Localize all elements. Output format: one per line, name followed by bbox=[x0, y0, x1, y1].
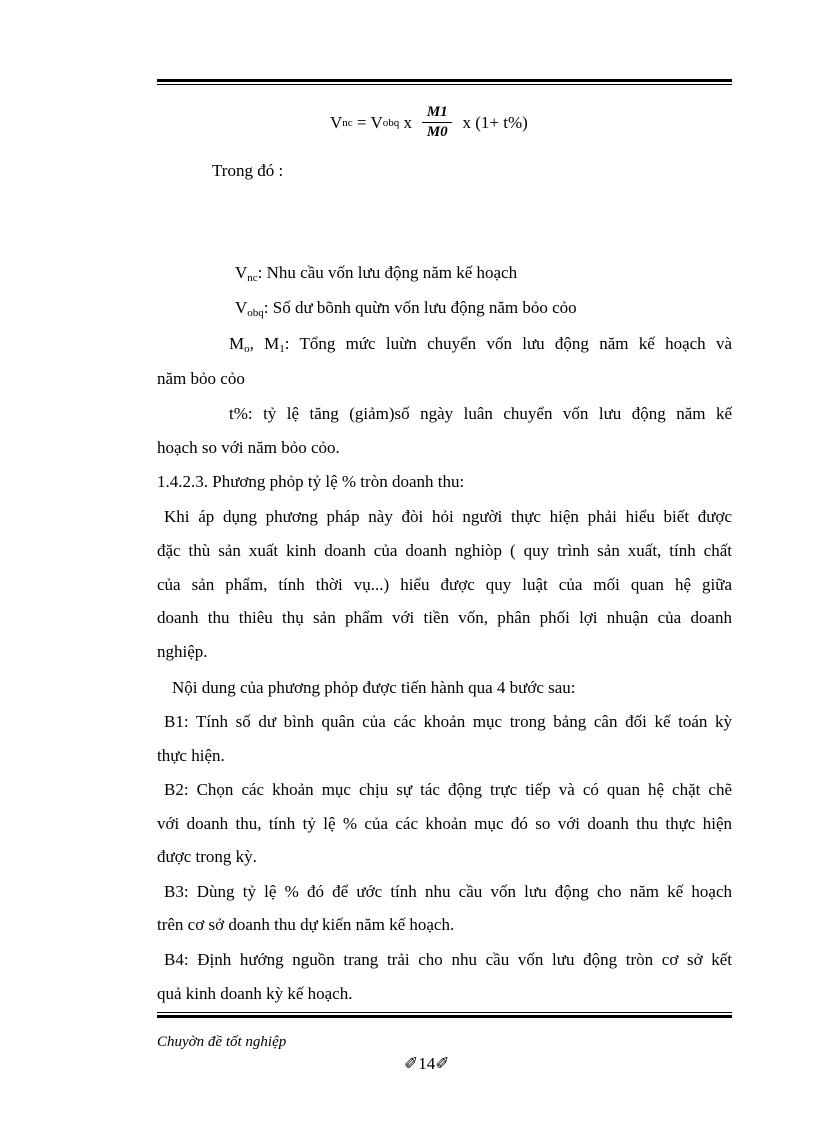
para1-line-5: nghiệp. bbox=[157, 642, 208, 661]
formula-eq: = V bbox=[352, 112, 383, 132]
formula-times: x bbox=[399, 112, 417, 132]
para1-line-3: của sản phẩm, tính thời vụ...) hiểu được quy luật của mối quan hệ giữa bbox=[157, 575, 732, 594]
step-b2-line-1: B2: Chọn các khoản mục chịu sự tác động trực tiếp và có quan hệ chặt chẽ bbox=[164, 780, 732, 799]
fraction-denominator: M0 bbox=[426, 124, 448, 140]
step-b1-line-1: B1: Tính số dư bình quân của các khoản mục trong bảng cân đối kế toán kỳ bbox=[164, 712, 732, 731]
section-heading: 1.4.2.3. Phương phỏp tỷ lệ % tròn doanh thu: bbox=[157, 472, 465, 491]
fraction-numerator: M1 bbox=[426, 104, 448, 120]
formula-lhs-sub: nc bbox=[342, 116, 353, 129]
step-b3-line-1: B3: Dùng tỷ lệ % đó để ước tính nhu cầu vốn lưu động cho năm kế hoạch bbox=[164, 882, 732, 901]
page-number: ✐14✐ bbox=[404, 1054, 450, 1073]
formula-fraction bbox=[422, 104, 452, 141]
para1-line-2: đặc thù sản xuất kinh doanh của doanh nghiòp ( quy trình sản xuất, tính chất bbox=[157, 541, 732, 560]
para2: Nội dung của phương phỏp được tiến hành qua 4 bước sau: bbox=[172, 678, 576, 697]
footer-rule bbox=[157, 1012, 732, 1018]
para1-line-4: doanh thu thiêu thụ sản phẩm với tiền vốn, phân phối lợi nhuận của doanh bbox=[157, 608, 732, 627]
formula-lhs: V bbox=[330, 112, 343, 132]
trong-do-label: Trong đó : bbox=[212, 161, 284, 180]
step-b4-line-2: quả kinh doanh kỳ kế hoạch. bbox=[157, 984, 353, 1003]
step-b2-line-2: với doanh thu, tính tỷ lệ % của các khoản mục đó so với doanh thu thực hiện bbox=[157, 814, 732, 833]
step-b3-line-2: trên cơ sở doanh thu dự kiến năm kế hoạch. bbox=[157, 915, 455, 934]
def-t: t%: tỷ lệ tăng (giảm)số ngày luân chuyển vốn lưu động năm kế bbox=[229, 404, 732, 423]
step-b2-line-3: được trong kỳ. bbox=[157, 847, 257, 866]
def-t-cont: hoạch so với năm bỏo cỏo. bbox=[157, 438, 340, 457]
formula-tail: x (1+ t%) bbox=[458, 112, 528, 132]
def-vnc: $V_{nc}$: Nhu cầu vốn lưu động năm kế hoạch bbox=[235, 263, 518, 284]
step-b4-line-1: B4: Định hướng nguồn trang trải cho nhu cầu vốn lưu động tròn cơ sở kết bbox=[164, 950, 732, 969]
formula bbox=[330, 104, 528, 141]
step-b1-line-2: thực hiện. bbox=[157, 746, 225, 765]
header-rule bbox=[157, 79, 732, 85]
footer-title: Chuyờn đề tốt nghiệp bbox=[157, 1034, 287, 1050]
para1-line-1: Khi áp dụng phương pháp này đòi hỏi người thực hiện phải hiểu biết được bbox=[164, 507, 732, 526]
formula-vobq-sub: obq bbox=[382, 116, 400, 129]
def-m: $M_o$, $M_1$: Tổng mức luừn chuyển vốn lưu động năm kế hoạch và bbox=[229, 334, 732, 355]
def-vobq: $V_{obq}$: Số dư bõnh quừn vốn lưu động năm bỏo cỏo bbox=[235, 298, 577, 319]
def-m-cont: năm bỏo cỏo bbox=[157, 369, 245, 388]
